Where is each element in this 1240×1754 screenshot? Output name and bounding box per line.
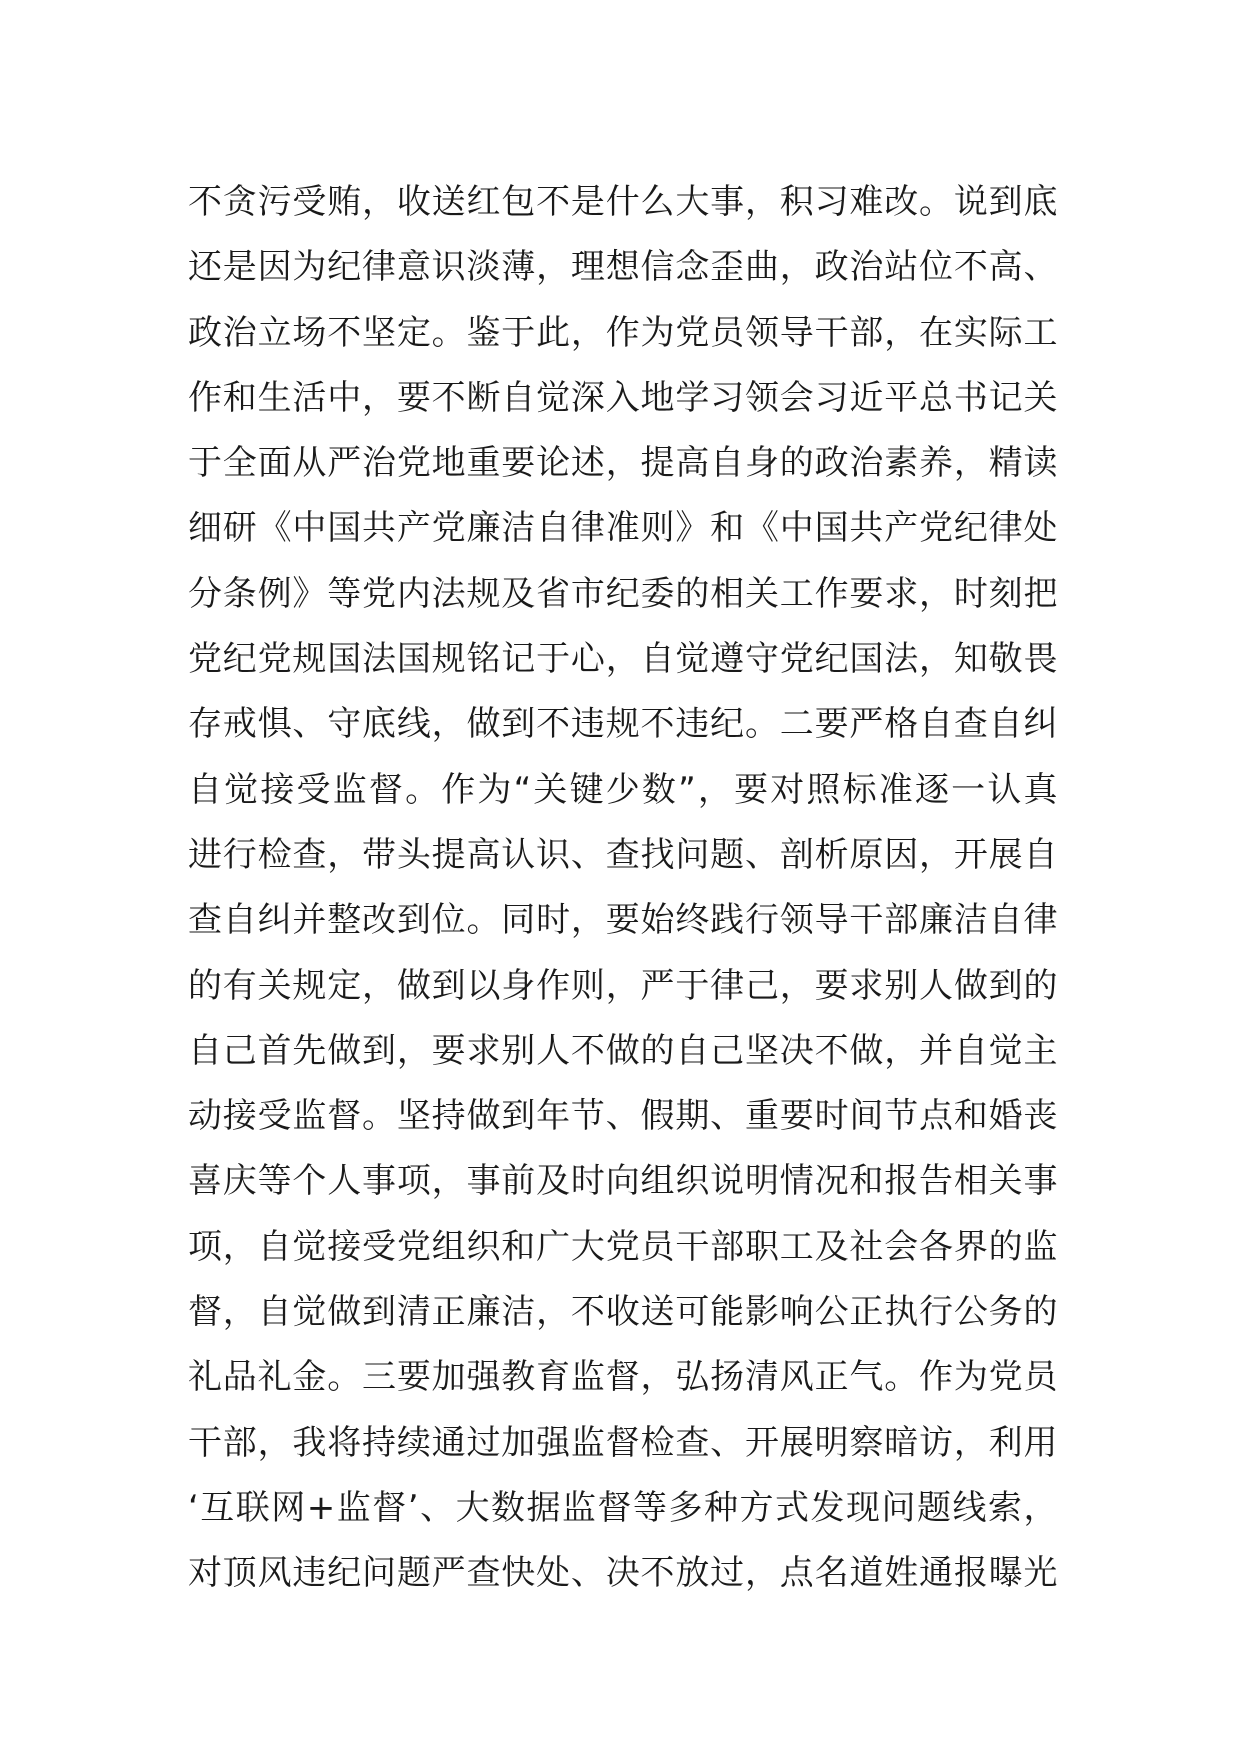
text-line: 进行检查，带头提高认识、查找问题、剖析原因，开展自 xyxy=(188,834,1058,875)
text-line: 喜庆等个人事项，事前及时向组织说明情况和报告相关事 xyxy=(188,1161,1058,1202)
text-line: ‘互联网+监督’、大数据监督等多种方式发现问题线索， xyxy=(188,1487,1058,1528)
text-line: 查自纠并整改到位。同时，要始终践行领导干部廉洁自律 xyxy=(188,900,1058,941)
text-line: 于全面从严治党地重要论述，提高自身的政治素养，精读 xyxy=(188,443,1058,484)
text-line: 存戒惧、守底线，做到不违规不违纪。二要严格自查自纠 xyxy=(188,704,1058,745)
text-line: 还是因为纪律意识淡薄，理想信念歪曲，政治站位不高、 xyxy=(188,247,1058,288)
text-line: 礼品礼金。三要加强教育监督，弘扬清风正气。作为党员 xyxy=(188,1357,1058,1398)
text-line: 项，自觉接受党组织和广大党员干部职工及社会各界的监 xyxy=(188,1226,1058,1267)
text-line: 的有关规定，做到以身作则，严于律己，要求别人做到的 xyxy=(188,965,1058,1006)
text-line: 分条例》等党内法规及省市纪委的相关工作要求，时刻把 xyxy=(188,573,1058,614)
text-line: 自觉接受监督。作为“关键少数”，要对照标准逐一认真 xyxy=(188,769,1058,810)
text-line: 动接受监督。坚持做到年节、假期、重要时间节点和婚丧 xyxy=(188,1096,1058,1137)
text-line: 细研《中国共产党廉洁自律准则》和《中国共产党纪律处 xyxy=(188,508,1058,549)
text-line: 不贪污受贿，收送红包不是什么大事，积习难改。说到底 xyxy=(188,182,1058,222)
text-line: 自己首先做到，要求别人不做的自己坚决不做，并自觉主 xyxy=(188,1030,1058,1071)
body-text xyxy=(188,170,1058,1607)
text-line: 督，自觉做到清正廉洁，不收送可能影响公正执行公务的 xyxy=(188,1292,1058,1333)
text-line: 党纪党规国法国规铭记于心，自觉遵守党纪国法，知敬畏 xyxy=(188,639,1058,680)
text-line: 干部，我将持续通过加强监督检查、开展明察暗访，利用 xyxy=(188,1422,1058,1463)
text-line: 政治立场不坚定。鉴于此，作为党员领导干部，在实际工 xyxy=(188,312,1058,353)
text-line: 作和生活中，要不断自觉深入地学习领会习近平总书记关 xyxy=(188,377,1058,418)
text-line: 对顶风违纪问题严查快处、决不放过，点名道姓通报曝光 xyxy=(188,1553,1058,1594)
